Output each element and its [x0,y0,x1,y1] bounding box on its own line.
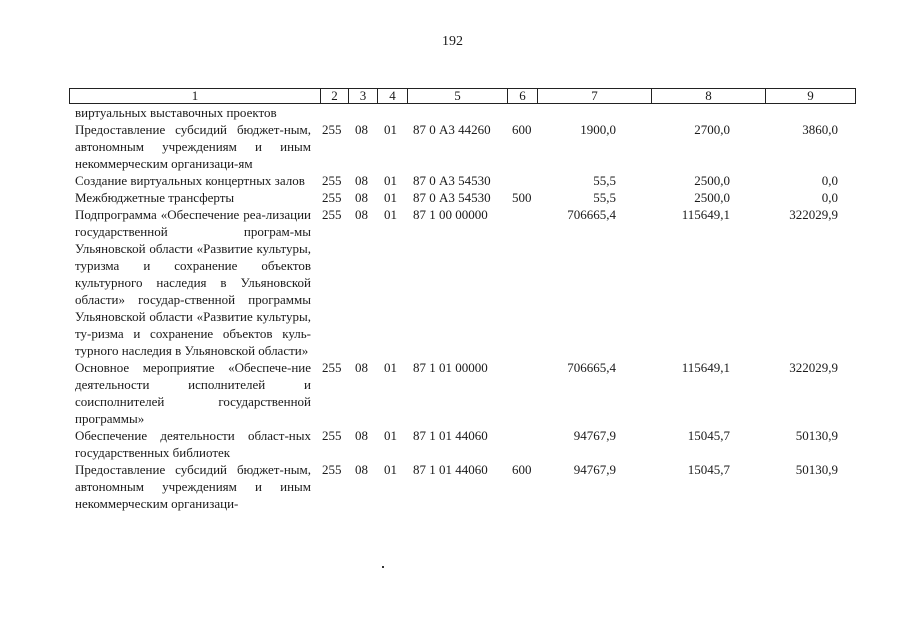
amount-col-8: 2500,0 [694,173,730,188]
table-row [0,427,905,461]
row-name: Предоставление субсидий бюджет-ным, автономным учреждениям и иным некоммерческим организаци- [75,462,311,511]
amount-col-8: 2500,0 [694,190,730,205]
target-article-code: 87 1 00 00000 [413,207,488,222]
budget-admin-code: 255 [322,190,342,205]
table-row [0,359,905,427]
table-row [0,206,905,359]
table-header [69,88,856,104]
amount-col-9: 50130,9 [795,462,838,477]
table-row [0,172,905,189]
row-name: Создание виртуальных концертных залов [75,173,305,188]
amount-col-8: 15045,7 [687,462,730,477]
header-col-6: 6 [508,89,538,103]
target-article-code: 87 0 А3 54530 [413,190,491,205]
target-article-code: 87 1 01 44060 [413,462,488,477]
table-row [0,461,905,512]
amount-col-7: 706665,4 [567,207,616,222]
subsection-code: 01 [384,462,397,477]
header-col-1: 1 [70,89,321,103]
subsection-code: 01 [384,428,397,443]
subsection-code: 01 [384,122,397,137]
row-name: Предоставление субсидий бюджет-ным, автономным учреждениям и иным некоммерческим организаци-ям [75,122,311,171]
section-code: 08 [355,428,368,443]
row-name: Основное мероприятие «Обеспече-ние деятельности исполнителей и соисполнителей государственной программы» [75,360,311,426]
target-article-code: 87 1 01 00000 [413,360,488,375]
row-name: Межбюджетные трансферты [75,190,235,205]
amount-col-9: 50130,9 [795,428,838,443]
header-col-4: 4 [378,89,408,103]
amount-col-7: 55,5 [593,190,616,205]
subsection-code: 01 [384,190,397,205]
target-article-code: 87 1 01 44060 [413,428,488,443]
budget-admin-code: 255 [322,428,342,443]
amount-col-7: 55,5 [593,173,616,188]
amount-col-7: 1900,0 [580,122,616,137]
table-row [0,121,905,172]
amount-col-9: 3860,0 [802,122,838,137]
amount-col-8: 115649,1 [681,360,730,375]
header-col-7: 7 [538,89,652,103]
section-code: 08 [355,462,368,477]
header-col-3: 3 [349,89,378,103]
header-col-9: 9 [807,88,814,103]
stray-mark [382,566,384,568]
amount-col-9: 0,0 [821,190,838,205]
amount-col-8: 2700,0 [694,122,730,137]
budget-admin-code: 255 [322,360,342,375]
section-code: 08 [355,207,368,222]
budget-admin-code: 255 [322,173,342,188]
budget-admin-code: 255 [322,122,342,137]
expense-type-code: 600 [512,462,532,477]
subsection-code: 01 [384,173,397,188]
section-code: 08 [355,122,368,137]
section-code: 08 [355,173,368,188]
expense-type-code: 600 [512,122,532,137]
target-article-code: 87 0 А3 44260 [413,122,491,137]
page-number: 192 [442,34,463,49]
amount-col-7: 94767,9 [573,428,616,443]
row-name: виртуальных выставочных проектов [75,105,277,120]
budget-admin-code: 255 [322,462,342,477]
section-code: 08 [355,360,368,375]
section-code: 08 [355,190,368,205]
header-col-8: 8 [652,89,766,103]
expense-type-code: 500 [512,190,532,205]
header-col-5: 5 [408,89,508,103]
table-body [0,104,905,512]
subsection-code: 01 [384,207,397,222]
amount-col-9: 322029,9 [789,360,838,375]
subsection-code: 01 [384,360,397,375]
amount-col-7: 94767,9 [573,462,616,477]
table-row [0,189,905,206]
amount-col-9: 0,0 [821,173,838,188]
row-name: Подпрограмма «Обеспечение реа-лизации государственной програм-мы Ульяновской области «Развитие культуры, туризма и сохранение объектов культурного наследия в Ульяновской области» государ-ственной программы Ульяновской области «Развитие культуры, ту-ризма и сохранение объектов куль-турного наследия в Ульяновской области» [75,207,311,358]
amount-col-8: 15045,7 [687,428,730,443]
target-article-code: 87 0 А3 54530 [413,173,491,188]
amount-col-7: 706665,4 [567,360,616,375]
amount-col-9: 322029,9 [789,207,838,222]
budget-admin-code: 255 [322,207,342,222]
row-name: Обеспечение деятельности област-ных государственных библиотек [75,428,311,460]
amount-col-8: 115649,1 [681,207,730,222]
header-col-2: 2 [321,89,349,103]
table-row [0,104,905,121]
